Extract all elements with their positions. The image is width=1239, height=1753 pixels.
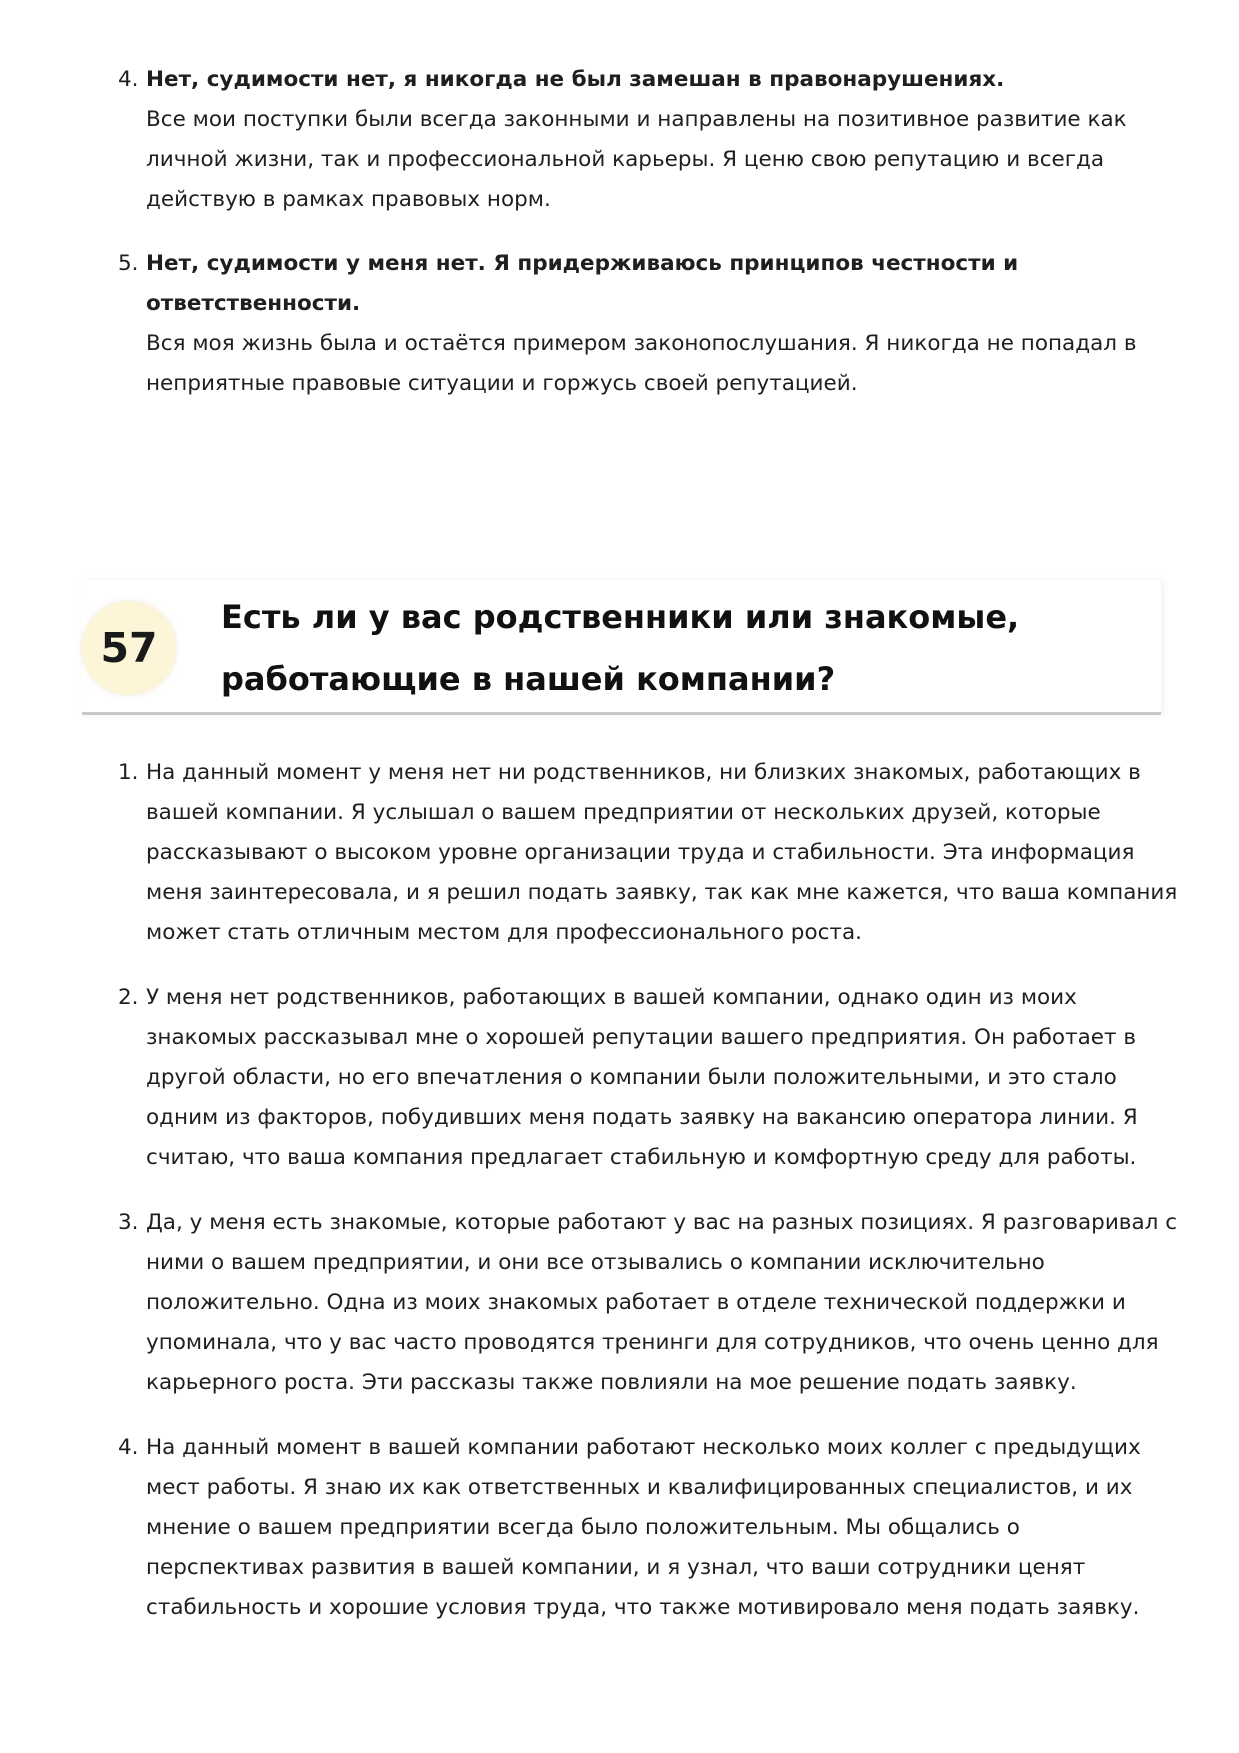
item-number: 4. <box>118 1435 139 1460</box>
answer-text: Вся моя жизнь была и остаётся примером законопослушания. Я никогда не попадал в неприятные правовые ситуации и горжусь своей репутацией. <box>146 331 1137 396</box>
list-item <box>118 1428 1178 1628</box>
list-item <box>118 978 1178 1178</box>
answer-text: На данный момент у меня нет ни родственников, ни близких знакомых, работающих в вашей компании. Я услышал о вашем предприятии от нескольких друзей, которые рассказывают о высоком уровне организации труда и стабильности. Эта информация меня заинтересовала, и я решил подать заявку, так как мне кажется, что ваша компания может стать отличным местом для профессионального роста. <box>146 760 1178 945</box>
list-item <box>118 1203 1178 1403</box>
question-title: Есть ли у вас родственники или знакомые, работающие в нашей компании? <box>221 598 1020 698</box>
list-item <box>118 60 1178 220</box>
item-number: 3. <box>118 1210 139 1235</box>
answer-text: Все мои поступки были всегда законными и направлены на позитивное развитие как личной жизни, так и профессиональной карьеры. Я ценю свою репутацию и всегда действую в рамках правовых норм. <box>146 107 1127 212</box>
question-header <box>82 580 1161 715</box>
list-item <box>118 753 1178 953</box>
item-number: 2. <box>118 985 139 1010</box>
answers-list <box>118 753 1178 1628</box>
answer-text: У меня нет родственников, работающих в вашей компании, однако один из моих знакомых рассказывал мне о хорошей репутации вашего предприятия. Он работает в другой области, но его впечатления о компании были положительными, и это стало одним из факторов, побудивших меня подать заявку на вакансию оператора линии. Я считаю, что ваша компания предлагает стабильную и комфортную среду для работы. <box>146 985 1138 1170</box>
answer-text: Да, у меня есть знакомые, которые работают у вас на разных позициях. Я разговаривал с ними о вашем предприятии, и они все отзывались о компании исключительно положительно. Одна из моих знакомых работает в отделе технической поддержки и упоминала, что у вас часто проводятся тренинги для сотрудников, что очень ценно для карьерного роста. Эти рассказы также повлияли на мое решение подать заявку. <box>146 1210 1178 1395</box>
question-number-badge: 57 <box>82 601 176 695</box>
answer-heading: Нет, судимости у меня нет. Я придерживаюсь принципов честности и ответственности. <box>146 251 1019 316</box>
item-number: 1. <box>118 760 139 785</box>
list-item <box>118 244 1178 404</box>
answer-text: На данный момент в вашей компании работают несколько моих коллег с предыдущих мест работы. Я знаю их как ответственных и квалифицированных специалистов, и их мнение о вашем предприятии всегда было положительным. Мы общались о перспективах развития в вашей компании, и я узнал, что ваши сотрудники ценят стабильность и хорошие условия труда, что также мотивировало меня подать заявку. <box>146 1435 1141 1620</box>
answer-heading: Нет, судимости нет, я никогда не был замешан в правонарушениях. <box>146 67 1005 92</box>
item-number: 5. <box>118 251 139 276</box>
previous-answers-list <box>118 60 1178 404</box>
item-number: 4. <box>118 67 139 92</box>
